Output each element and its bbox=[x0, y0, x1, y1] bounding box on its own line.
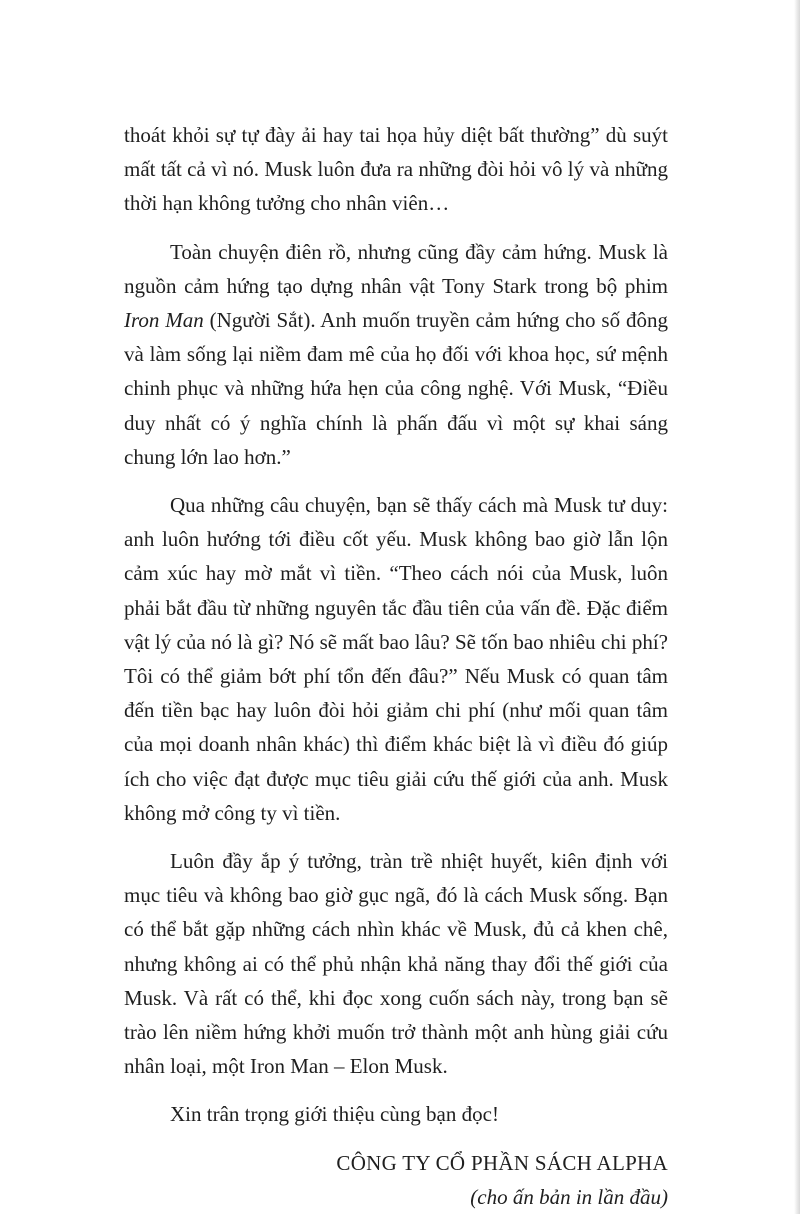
paragraph-introduction: Xin trân trọng giới thiệu cùng bạn đọc! bbox=[170, 1102, 499, 1127]
paragraph-thinking: Qua những câu chuyện, bạn sẽ thấy cách mà Musk tư duy: anh luôn hướng tới điều cốt yếu. Musk không bao giờ lẫn lộn cảm xúc hay mờ mắt vì tiền. “Theo cách nói của Musk, luôn phải bắt đầu từ những nguyên tắc đầu tiên của vấn đề. Đặc điểm vật lý của nó là gì? Nó sẽ mất bao lâu? Sẽ tốn bao nhiêu chi phí? Tôi có thể giảm bớt phí tổn đến đâu?” Nếu Musk có quan tâm đến tiền bạc hay luôn đòi hỏi giảm chi phí (như mối quan tâm của mọi doanh nhân khác) thì điểm khác biệt là vì điều đó giúp ích cho việc đạt được mục tiêu giải cứu thế giới của anh. Musk không mở công ty vì tiền. bbox=[124, 493, 668, 825]
paragraph-continuation: thoát khỏi sự tự đày ải hay tai họa hủy diệt bất thường” dù suýt mất tất cả vì nó. Musk luôn đưa ra những đòi hỏi vô lý và những thời hạn không tưởng cho nhân viên… bbox=[124, 123, 668, 216]
paragraph-iron-man-end: (Người Sắt). Anh muốn truyền cảm hứng cho số đông và làm sống lại niềm đam mê của họ đối với khoa học, sứ mệnh chinh phục và những hứa hẹn của công nghệ. Với Musk, “Điều duy nhất có ý nghĩa chính là phấn đấu vì một sự khai sáng chung lớn lao hơn.” bbox=[124, 308, 668, 469]
page-text-block bbox=[124, 118, 668, 1214]
paragraph-iron-man-start: Toàn chuyện điên rồ, nhưng cũng đầy cảm hứng. Musk là nguồn cảm hứng tạo dựng nhân vật Tony Stark trong bộ phim bbox=[124, 239, 668, 298]
paragraph-iron-man bbox=[124, 235, 668, 474]
publisher-signature: CÔNG TY CỔ PHẦN SÁCH ALPHA bbox=[336, 1150, 668, 1175]
paragraph-ideas: Luôn đầy ắp ý tưởng, tràn trề nhiệt huyết, kiên định với mục tiêu và không bao giờ gục ngã, đó là cách Musk sống. Bạn có thể bắt gặp những cách nhìn khác về Musk, đủ cả khen chê, nhưng không ai có thể phủ nhận khả năng thay đổi thế giới của Musk. Và rất có thể, khi đọc xong cuốn sách này, trong bạn sẽ trào lên niềm hứng khởi muốn trở thành một anh hùng giải cứu nhân loại, một Iron Man – Elon Musk. bbox=[124, 849, 668, 1079]
edition-note: (cho ấn bản in lần đầu) bbox=[470, 1184, 668, 1209]
page-edge-shadow bbox=[794, 0, 800, 1214]
film-title-iron-man: Iron Man bbox=[124, 308, 204, 333]
